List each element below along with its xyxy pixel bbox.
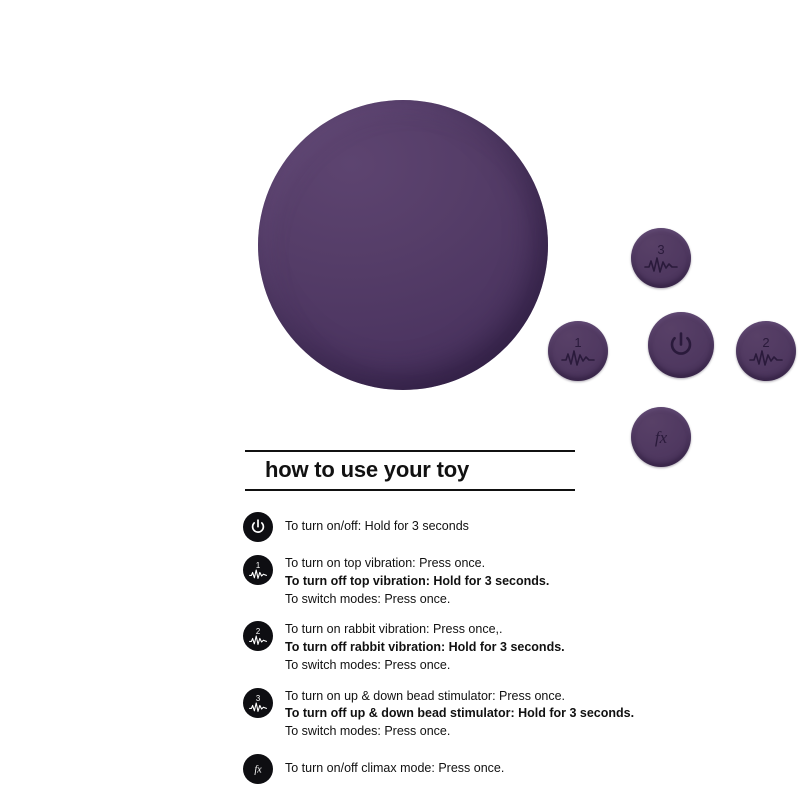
device-control-pad <box>258 100 770 447</box>
instruction-text-1 <box>285 554 549 608</box>
device-button-2-label: 2 <box>762 335 770 350</box>
instruction-text-3 <box>285 687 634 741</box>
instruction-text-fx <box>285 753 504 778</box>
instruction-key-1: 1 <box>255 561 261 571</box>
page-title: how to use your toy <box>265 457 469 482</box>
power-icon <box>243 512 273 542</box>
instructions-section <box>0 450 800 796</box>
device-button-1[interactable] <box>548 321 608 381</box>
instruction-line: To turn on top vibration: Press once. <box>285 556 486 571</box>
instruction-line: To turn on up & down bead stimulator: Press once. <box>285 688 566 703</box>
device-button-3[interactable] <box>631 228 691 288</box>
instruction-line: To switch modes: Press once. <box>285 591 451 606</box>
fx-icon <box>243 754 273 784</box>
device-button-1-label: 1 <box>574 335 582 350</box>
waveform-icon <box>562 351 594 365</box>
instruction-row-2 <box>243 620 800 674</box>
divider-bottom <box>245 489 575 491</box>
waveform-icon <box>243 555 273 585</box>
instruction-key-2: 2 <box>255 627 261 637</box>
waveform-icon <box>750 351 782 365</box>
instruction-line: To turn off top vibration: Hold for 3 seconds. <box>285 573 550 588</box>
instruction-line: To switch modes: Press once. <box>285 657 451 672</box>
instruction-line: To switch modes: Press once. <box>285 724 451 739</box>
instruction-line: To turn on/off climax mode: Press once. <box>285 760 505 775</box>
fx-icon <box>641 422 681 452</box>
instruction-line: To turn off up & down bead stimulator: Hold for 3 seconds. <box>285 706 635 721</box>
waveform-icon <box>243 621 273 651</box>
power-icon <box>666 330 696 360</box>
device-button-2[interactable] <box>736 321 796 381</box>
instruction-line: To turn off rabbit vibration: Hold for 3 seconds. <box>285 640 565 655</box>
instruction-key-fx: fx <box>254 764 262 776</box>
instruction-line: To turn on/off: Hold for 3 seconds <box>285 519 469 534</box>
instructions-title-block <box>245 450 575 491</box>
device-button-fx-label: fx <box>654 428 668 447</box>
instruction-line: To turn on rabbit vibration: Press once,. <box>285 622 503 637</box>
waveform-icon <box>243 688 273 718</box>
instruction-key-3: 3 <box>255 693 261 703</box>
instruction-row-power <box>243 511 800 542</box>
device-button-3-label: 3 <box>657 242 665 257</box>
instruction-text-2 <box>285 620 565 674</box>
instruction-row-fx <box>243 753 800 784</box>
instruction-text-power <box>285 511 469 536</box>
instruction-list <box>243 511 800 784</box>
instruction-row-3 <box>243 687 800 741</box>
waveform-icon <box>645 258 677 272</box>
divider-top <box>245 450 575 452</box>
device-button-power[interactable] <box>648 312 714 378</box>
instruction-row-1 <box>243 554 800 608</box>
